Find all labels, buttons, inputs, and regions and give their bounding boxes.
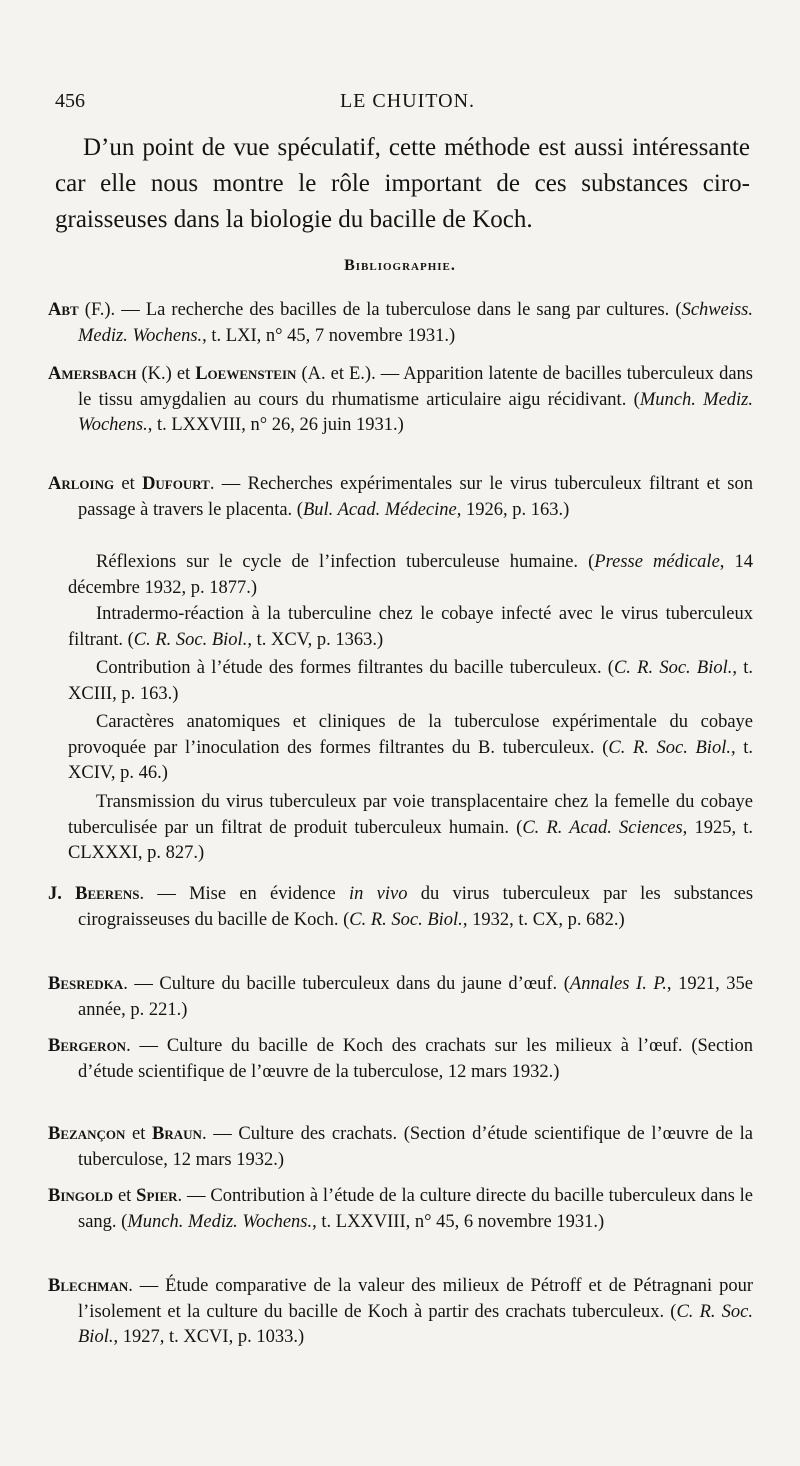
- bib-entry: Intradermo-réaction à la tuberculine chez le cobaye infecté avec le virus tuberculeux filtrant. (C. R. Soc. Biol., t. XCV, p. 1363.): [68, 604, 753, 650]
- bib-entry: Arloing et Dufourt. — Recherches expérimentales sur le virus tuberculeux filtrant et son passage à travers le placenta. (Bul. Acad. Médecine, 1926, p. 163.): [48, 474, 753, 520]
- bib-entry: Amersbach (K.) et Loewenstein (A. et E.). — Apparition latente de bacilles tuberculeux dans le tissu amygdalien au cours du rhumatisme articulaire aigu récidivant. (Munch. Mediz. Wochens., t. LXXVIII, n° 26, 26 juin 1931.): [48, 364, 753, 435]
- bib-entry: Contribution à l’étude des formes filtrantes du bacille tuberculeux. (C. R. Soc. Biol., t. XCIII, p. 163.): [68, 658, 754, 704]
- bib-entry: Bergeron. — Culture du bacille de Koch des crachats sur les milieux à l’œuf. (Section d’étude scientifique de l’œuvre de la tuberculose, 12 mars 1932.): [48, 1036, 753, 1082]
- bibliography-title: Bibliographie.: [344, 257, 456, 274]
- bib-entry: Bezançon et Braun. — Culture des crachats. (Section d’étude scientifique de l’œuvre de la tuberculose, 12 mars 1932.): [48, 1124, 753, 1170]
- bib-entry: Abt (F.). — La recherche des bacilles de la tuberculose dans le sang par cultures. (Schweiss. Mediz. Wochens., t. LXI, n° 45, 7 novembre 1931.): [48, 300, 753, 346]
- bib-entry: J. Beerens. — Mise en évidence in vivo du virus tuberculeux par les substances cirograisseuses du bacille de Koch. (C. R. Soc. Biol., 1932, t. CX, p. 682.): [48, 884, 754, 930]
- bib-entry: Besredka. — Culture du bacille tuberculeux dans du jaune d’œuf. (Annales I. P., 1921, 35e année, p. 221.): [48, 974, 753, 1020]
- bib-entry: Caractères anatomiques et cliniques de la tuberculose expérimentale du cobaye provoquée par l’inoculation des formes filtrantes du B. tuberculeux. (C. R. Soc. Biol., t. XCIV, p. 46.): [68, 712, 753, 783]
- page-number: 456: [55, 90, 85, 112]
- bib-entry: Blechman. — Étude comparative de la valeur des milieux de Pétroff et de Pétragnani pour l’isolement et la culture du bacille de Koch à partir des crachats tuberculeux. (C. R. Soc. Biol., 1927, t. XCVI, p. 1033.): [48, 1276, 753, 1347]
- bib-entry: Réflexions sur le cycle de l’infection tuberculeuse humaine. (Presse médicale, 14 décembre 1932, p. 1877.): [68, 552, 754, 598]
- bib-entry: Bingold et Spier. — Contribution à l’étude de la culture directe du bacille tuberculeux dans le sang. (Munch. Mediz. Wochens., t. LXXVIII, n° 45, 6 novembre 1931.): [48, 1186, 753, 1232]
- page-header: [55, 90, 760, 120]
- intro-paragraph: [55, 130, 750, 238]
- bib-entry: Transmission du virus tuberculeux par voie transplacentaire chez la femelle du cobaye tuberculisée par un filtrat de produit tuberculeux humain. (C. R. Acad. Sciences, 1925, t. CLXXXI, p. 827.): [68, 792, 753, 863]
- intro-text: D’un point de vue spéculatif, cette méthode est aussi intéressante car elle nous montre le rôle important de ces substances ciro-graisseuses dans la biologie du bacille de Koch.: [55, 134, 750, 233]
- running-title: LE CHUITON.: [339, 90, 476, 112]
